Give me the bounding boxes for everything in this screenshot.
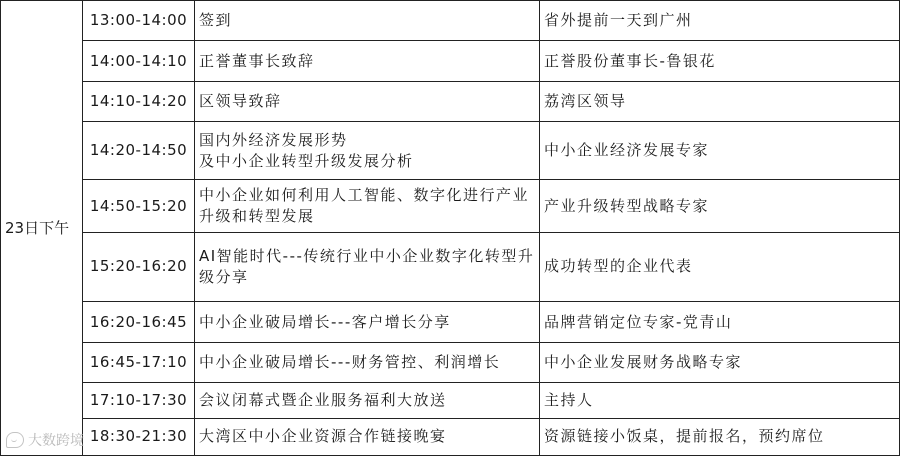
agenda-body [1, 1, 900, 456]
speaker-cell: 品牌营销定位专家-党青山 [540, 301, 900, 343]
time-cell: 18:30-21:30 [83, 418, 195, 455]
topic-cell: 正誉董事长致辞 [195, 41, 540, 81]
agenda-row [1, 382, 900, 418]
speaker-cell: 中小企业发展财务战略专家 [540, 343, 900, 382]
topic-cell: 中小企业破局增长---财务管控、利润增长 [195, 343, 540, 382]
topic-cell: 区领导致辞 [195, 81, 540, 121]
speaker-cell: 荔湾区领导 [540, 81, 900, 121]
watermark-text: 大数跨境 [28, 433, 84, 449]
agenda-row [1, 41, 900, 81]
topic-cell: 中小企业破局增长---客户增长分享 [195, 301, 540, 343]
speaker-cell: 省外提前一天到广州 [540, 1, 900, 41]
time-cell: 14:00-14:10 [83, 41, 195, 81]
topic-cell: AI智能时代---传统行业中小企业数字化转型升级分享 [195, 232, 540, 301]
topic-cell: 会议闭幕式暨企业服务福利大放送 [195, 382, 540, 418]
agenda-row [1, 81, 900, 121]
time-cell: 16:45-17:10 [83, 343, 195, 382]
day-label: 23日下午 [1, 1, 83, 456]
speaker-cell: 主持人 [540, 382, 900, 418]
agenda-row [1, 232, 900, 301]
agenda-row [1, 418, 900, 455]
agenda-row [1, 301, 900, 343]
time-cell: 15:20-16:20 [83, 232, 195, 301]
time-cell: 13:00-14:00 [83, 1, 195, 41]
speaker-cell: 资源链接小饭桌，提前报名，预约席位 [540, 418, 900, 455]
time-cell: 14:10-14:20 [83, 81, 195, 121]
agenda-row [1, 343, 900, 382]
time-cell: 14:20-14:50 [83, 122, 195, 180]
speaker-cell: 正誉股份董事长-鲁银花 [540, 41, 900, 81]
topic-cell: 中小企业如何利用人工智能、数字化进行产业升级和转型发展 [195, 180, 540, 233]
agenda-row [1, 1, 900, 41]
time-cell: 14:50-15:20 [83, 180, 195, 233]
chat-bubble-logo-icon [6, 432, 24, 448]
speaker-cell: 中小企业经济发展专家 [540, 122, 900, 180]
watermark [6, 430, 84, 450]
topic-cell: 国内外经济发展形势 及中小企业转型升级发展分析 [195, 122, 540, 180]
topic-cell: 签到 [195, 1, 540, 41]
time-cell: 16:20-16:45 [83, 301, 195, 343]
topic-cell: 大湾区中小企业资源合作链接晚宴 [195, 418, 540, 455]
agenda-row [1, 180, 900, 233]
time-cell: 17:10-17:30 [83, 382, 195, 418]
speaker-cell: 产业升级转型战略专家 [540, 180, 900, 233]
speaker-cell: 成功转型的企业代表 [540, 232, 900, 301]
agenda-row [1, 122, 900, 180]
